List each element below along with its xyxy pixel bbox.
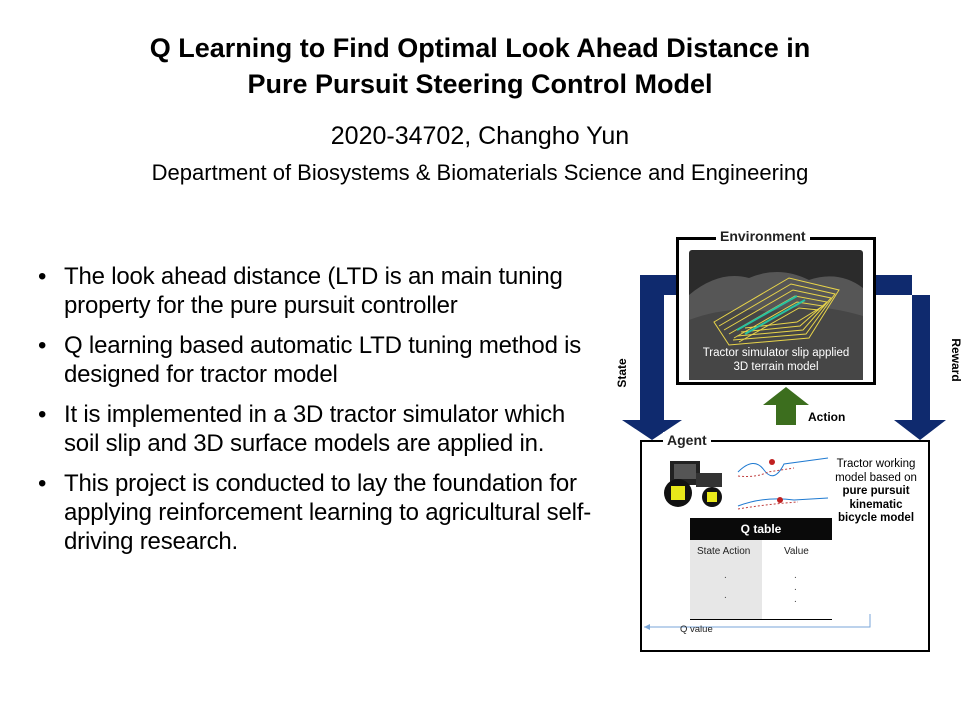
reward-arrow — [876, 275, 946, 440]
agent-model-description — [832, 458, 920, 526]
bullet-dot: • — [38, 470, 47, 497]
pursuit-path-sketch — [734, 448, 832, 518]
bullet-dot: • — [38, 332, 47, 359]
author-line: 2020-34702, Changho Yun — [330, 122, 630, 150]
state-label: State — [615, 358, 629, 388]
q-table-col-value: Value — [784, 546, 809, 557]
department-line: Department of Biosystems & Biomaterials Science and Engineering — [151, 160, 809, 185]
q-table-dot: . — [794, 582, 797, 593]
agent-label: Agent — [663, 432, 711, 448]
bullet-dot: • — [38, 263, 47, 290]
bullet-dot: • — [38, 401, 47, 428]
bullet-text: The look ahead distance (LTD is an main tuning property for the pure pursuit controller — [64, 263, 563, 319]
model-text-bold: pure pursuit kinematic bicycle model — [837, 485, 915, 524]
action-label: Action — [808, 410, 846, 424]
q-table-dot: . — [794, 594, 797, 605]
q-value-arrow — [640, 610, 880, 640]
bullet-item — [38, 262, 598, 320]
title-line-2: Pure Pursuit Steering Control Model — [247, 69, 713, 99]
environment-label: Environment — [716, 228, 810, 244]
bullet-item — [38, 400, 598, 458]
model-text-plain: Tractor working model based on — [835, 458, 917, 484]
bullet-list — [38, 262, 598, 567]
q-table-col-state-action: State Action — [697, 546, 751, 557]
bullet-item — [38, 469, 598, 556]
environment-box — [676, 237, 876, 385]
bullet-item — [38, 331, 598, 389]
action-arrow — [763, 387, 809, 425]
bullet-text: This project is conducted to lay the foundation for applying reinforcement learning to agricultural self-driving research. — [64, 470, 592, 555]
q-table-dot: . — [724, 570, 727, 581]
q-table-dot: . — [724, 590, 727, 601]
title-line-1: Q Learning to Find Optimal Look Ahead Distance in — [149, 33, 811, 63]
terrain-caption: Tractor simulator slip applied 3D terrain model — [702, 347, 850, 373]
q-value-label: Q value — [680, 624, 713, 635]
rl-diagram — [600, 215, 963, 660]
slide-title — [40, 30, 920, 102]
tractor-icon — [656, 453, 726, 509]
q-table — [690, 518, 832, 622]
state-arrow — [622, 275, 682, 440]
q-table-dot: . — [794, 570, 797, 581]
terrain-image — [689, 250, 863, 380]
q-table-title: Q table — [690, 518, 832, 540]
bullet-text: Q learning based automatic LTD tuning method is designed for tractor model — [64, 332, 582, 388]
bullet-text: It is implemented in a 3D tractor simulator which soil slip and 3D surface models are applied in. — [64, 401, 566, 457]
reward-label: Reward — [949, 338, 963, 382]
